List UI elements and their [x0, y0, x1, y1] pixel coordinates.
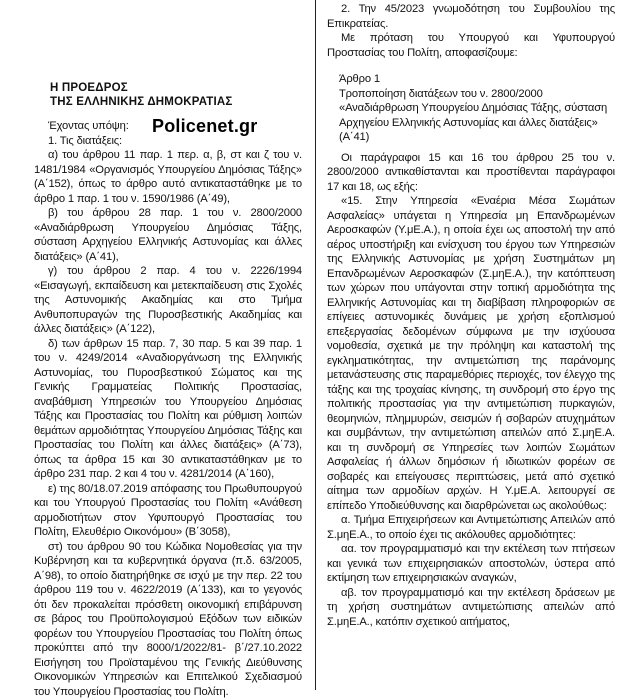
- left-column: [34, 119, 302, 699]
- subsection-ab: αβ. τον προγραμματισμό και την εκτέλεση δράσεων με τη χρήση συστημάτων αντιμετώπισης απειλών από Σ.μηΕ.Α., κατόπιν σχετικού αιτήματος,: [327, 586, 615, 630]
- document-title-line2: ΤΗΣ ΕΛΛΗΝΙΚΗΣ ΔΗΜΟΚΡΑΤΙΑΣ: [50, 96, 233, 108]
- intro-text: Έχοντας υπόψη:: [34, 119, 302, 134]
- clause-d: δ) των άρθρων 15 παρ. 7, 30 παρ. 5 και 39 παρ. 1 του ν. 4249/2014 «Αναδιοργάνωση της Ελληνικής Αστυνομίας, του Πυροσβεστικού Σώματος και της Γενικής Γραμματείας Πολιτικής Προστασίας, αναβάθμιση Υπηρεσιών του Υπουργείου Δημόσιας Τάξης και Προστασίας του Πολίτη και ρύθμιση λοιπών θεμάτων αρμοδιότητας Υπουργείου Δημόσιας Τάξης και Προστασίας του Πολίτη και άλλες διατάξεις» (Α΄73), όπως τα άρθρα 15 και 30 αντικαταστάθηκαν με το άρθρο 231 παρ. 2 και 4 του ν. 4281/2014 (Α΄160),: [34, 337, 302, 482]
- article-title: Τροποποίηση διατάξεων του ν. 2800/2000 «Αναδιάρθρωση Υπουργείου Δημόσιας Τάξης, σύσταση Αρχηγείου Ελληνικής Αστυνομίας και άλλες διατάξεις» (Α΄41): [327, 87, 615, 145]
- article-number: Άρθρο 1: [327, 72, 615, 87]
- right-column: [327, 2, 615, 629]
- clause-e: ε) της 80/18.07.2019 απόφασης του Πρωθυπουργού και του Υπουργού Προστασίας του Πολίτη «Ανάθεση αρμοδιοτήτων στον Υφυπουργό Προστασίας του Πολίτη, Ελευθέριο Οικονόμου» (Β΄3058),: [34, 482, 302, 540]
- subsection-aa: αα. τον προγραμματισμό και την εκτέλεση των πτήσεων και γενικά των επιχειρησιακών αποστολών, ύστερα από εκτίμηση των επιχειρησιακών αναγκών,: [327, 542, 615, 586]
- clause-a: α) του άρθρου 11 παρ. 1 περ. α, β, στ και ζ του ν. 1481/1984 «Οργανισμός Υπουργείου Δημόσιας Τάξης» (Α΄152), όπως το άρθρο αυτό αντικαταστάθηκε με το άρθρο 1 παρ. 1 του ν. 1590/1986 (Α΄49),: [34, 148, 302, 206]
- paragraph-15: «15. Στην Υπηρεσία «Εναέρια Μέσα Σωμάτων Ασφαλείας» υπάγεται η Υπηρεσία μη Επανδρωμένων Αεροσκαφών (Υ.μΕ.Α.), η οποία έχει ως αποστολή την από αέρος υποστήριξη και ενίσχυση του έργου των Υπηρεσιών της Ελληνικής Αστυνομίας με χρήση Συστημάτων μη Επανδρωμένων Αεροσκαφών (Σ.μηΕ.Α.), την κατόπτευση των χώρων που υπάγονται στην τοπική αρμοδιότητα της Ελληνικής Αστυνομίας και τη διαβίβαση πληροφοριών σε επίγειες αστυνομικές δυνάμεις με χρήση εξοπλισμού επεξεργασίας δεδομένων σύμφωνα με την ισχύουσα νομοθεσία, σχετικά με την πρόληψη και καταστολή της εγκληματικότητας, την αντιμετώπιση της παράνομης μετανάστευσης στις παραμεθόριες περιοχές, τον έλεγχο της τάξης και της τροχαίας κίνησης, τη συνδρομή στο έργο της πολιτικής προστασίας για την αντιμετώπιση πυρκαγιών, θεομηνιών, πλημμυρών, σεισμών ή σοβαρών ατυχημάτων και συμβάντων, την αντιμετώπιση απειλών από Σ.μηΕ.Α. και τη συνδρομή σε Υπηρεσίες των λοιπών Σωμάτων Ασφαλείας ή άλλων δημόσιων ή ιδιωτικών φορέων σε σοβαρές και επείγουσες περιπτώσεις, μετά από σχετικό αίτημα των αρμοδίων αρχών. Η Υ.μΕ.Α. λειτουργεί σε επίπεδο Υποδιεύθυνσης και διαρθρώνεται ως ακολούθως:: [327, 194, 615, 513]
- clause-g: γ) του άρθρου 2 παρ. 4 του ν. 2226/1994 «Εισαγωγή, εκπαίδευση και μετεκπαίδευση στις Σχολές της Αστυνομικής Ακαδημίας και στο Τμήμα Ανθυποπυραγών της Πυροσβεστικής Ακαδημίας και άλλες διατάξεις» (Α΄122),: [34, 264, 302, 337]
- watermark-logo: Policenet.gr: [152, 116, 257, 137]
- clause-b: β) του άρθρου 28 παρ. 1 του ν. 2800/2000 «Αναδιάρθρωση Υπουργείου Δημόσιας Τάξης, σύσταση Αρχηγείου Ελληνικής Αστυνομίας και άλλες διατάξεις» (Α΄41),: [34, 206, 302, 264]
- subsection-alpha: α. Τμήμα Επιχειρήσεων και Αντιμετώπισης Απειλών από Σ.μηΕ.Α., το οποίο έχει τις ακόλουθες αρμοδιότητες:: [327, 513, 615, 542]
- item-2: 2. Την 45/2023 γνωμοδότηση του Συμβουλίου της Επικρατείας.: [327, 2, 615, 31]
- clause-st: στ) του άρθρου 90 του Κώδικα Νομοθεσίας για την Κυβέρνηση και τα κυβερνητικά όργανα (π.δ. 63/2005, Α΄98), το οποίο διατηρήθηκε σε ισχύ με την περ. 22 του άρθρου 119 του ν. 4622/2019 (Α΄133), και το γεγονός ότι δεν προκαλείται πρόσθετη οικονομική επιβάρυνση σε βάρος του Προϋπολογισμού Εξόδων των ειδικών φορέων του Υπουργείου Προστασίας του Πολίτη όπως προκύπτει από την 8000/1/2022/81- β΄/27.10.2022 Εισήγηση του Προϊσταμένου της Γενικής Διεύθυνσης Οικονομικών Υπηρεσιών και Επιτελικού Σχεδιασμού του Υπουργείου Προστασίας του Πολίτη.: [34, 540, 302, 699]
- proposal-text: Με πρόταση του Υπουργού και Υφυπουργού Προστασίας του Πολίτη, αποφασίζουμε:: [327, 31, 615, 60]
- replacement-text: Οι παράγραφοι 15 και 16 του άρθρου 25 του ν. 2800/2000 αντικαθίστανται και προστίθενται παράγραφοι 17 και 18, ως εξής:: [327, 151, 615, 195]
- column-divider: [315, 0, 316, 690]
- item-1: 1. Τις διατάξεις:: [34, 134, 302, 149]
- document-title-line1: Η ΠΡΟΕΔΡΟΣ: [50, 82, 128, 94]
